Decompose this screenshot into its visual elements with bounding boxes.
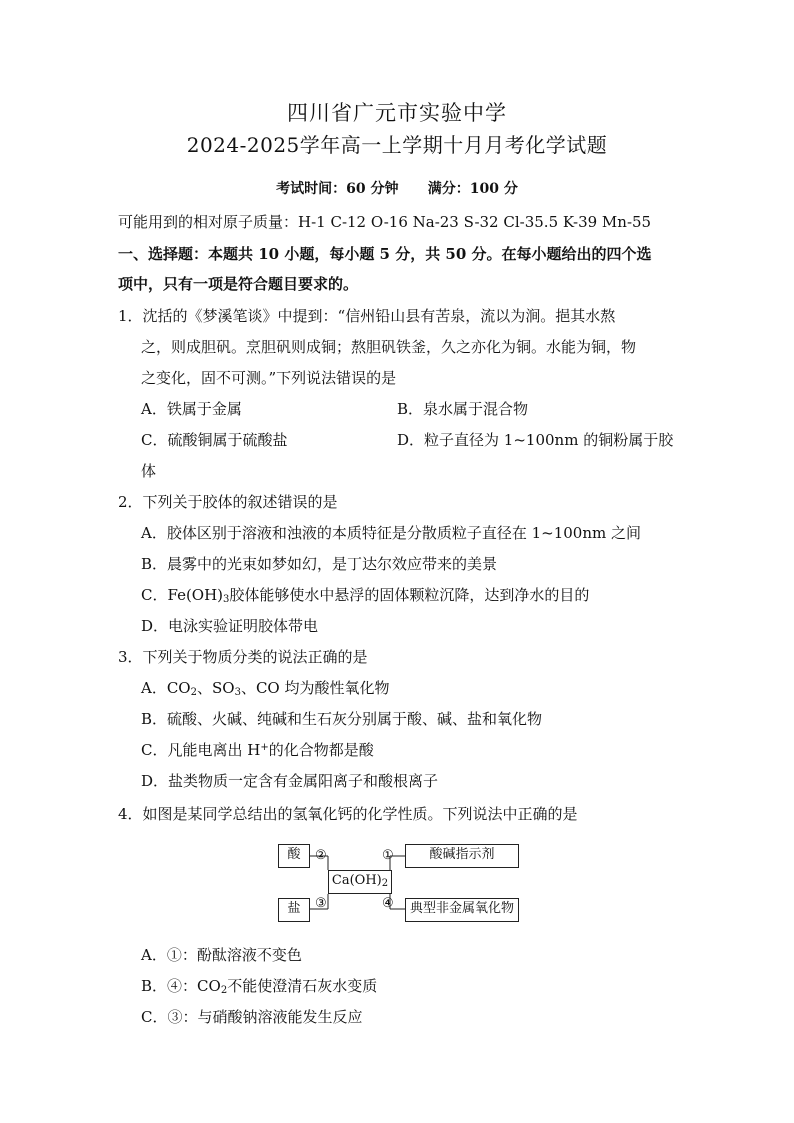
acid-box: 酸 [278,844,310,868]
q4-option-b [141,975,377,996]
q2-option-c-suffix: 胶体能够使水中悬浮的固体颗粒沉降，达到净水的目的 [229,586,590,604]
q1-stem-line1: 1．沈括的《梦溪笔谈》中提到：“信州铅山县有苦泉，流以为涧。挹其水熬 [118,307,616,325]
nonmetal-oxide-box: 典型非金属氧化物 [405,898,519,922]
label-3: ③ [315,896,327,911]
q4-stem: 4．如图是某同学总结出的氢氧化钙的化学性质。下列说法中正确的是 [118,805,578,823]
salt-box: 盐 [278,898,310,922]
q3-c-sup: + [260,742,269,753]
q1-stem-line3: 之变化，固不可测。”下列说法错误的是 [141,369,397,387]
section-instruction-line1: 一、选择题：本题共 10 小题，每小题 5 分，共 50 分。在每小题给出的四个选 [118,245,652,263]
q3-option-b: B．硫酸、火碱、纯碱和生石灰分别属于酸、碱、盐和氧化物 [141,710,543,728]
q4-option-a: A．①：酚酞溶液不变色 [141,946,302,964]
calcium-hydroxide-subscript: 2 [381,878,389,889]
label-4: ④ [382,896,394,911]
q1-option-d-continued: 体 [141,462,157,480]
q1-option-b: B．泉水属于混合物 [397,400,529,418]
q3-c-part1: C．凡能电离出 H [141,741,261,759]
q3-a-part2: 、SO [196,679,235,697]
q3-option-d: D．盐类物质一定含有金属阳离子和酸根离子 [141,772,439,790]
q3-a-sub2: 3 [234,687,241,698]
q1-stem-line2: 之，则成胆矾。烹胆矾则成铜；熬胆矾铁釜，久之亦化为铜。水能为铜，物 [141,338,637,356]
q4-b-sub: 2 [220,985,228,996]
label-1: ① [382,848,394,863]
calcium-hydroxide-diagram [270,836,530,928]
q2-option-d: D．电泳实验证明胶体带电 [141,617,319,635]
q4-b-part1: B．④：CO [141,977,221,995]
calcium-hydroxide-formula: Ca(OH) [331,873,382,888]
q4-b-part2: 不能使澄清石灰水变质 [227,977,378,995]
q2-option-c-subscript: 3 [223,594,230,605]
label-2: ② [315,848,327,863]
atomic-masses: 可能用到的相对原子质量：H-1 C-12 O-16 Na-23 S-32 Cl-35.5 K-39 Mn-55 [118,213,652,231]
calcium-hydroxide-box [328,870,392,894]
q3-c-part2: 的化合物都是酸 [268,741,374,759]
q2-option-b: B．晨雾中的光束如梦如幻，是丁达尔效应带来的美景 [141,555,498,573]
section-instruction-line2: 项中，只有一项是符合题目要求的。 [118,275,359,293]
q2-option-c-prefix: C．Fe(OH) [141,586,224,604]
q3-stem: 3．下列关于物质分类的说法正确的是 [118,648,368,666]
q2-stem: 2．下列关于胶体的叙述错误的是 [118,493,338,511]
q3-option-a [141,677,389,698]
q1-option-c: C．硫酸铜属于硫酸盐 [141,431,288,449]
exam-title: 2024-2025学年高一上学期十月月考化学试题 [186,133,608,157]
exam-info: 考试时间：60 分钟 满分：100 分 [276,181,518,197]
school-title: 四川省广元市实验中学 [287,101,507,125]
q1-option-d: D．粒子直径为 1~100nm 的铜粉属于胶 [397,431,674,449]
q3-a-sub1: 2 [190,687,197,698]
q4-option-c: C．③：与硝酸钠溶液能发生反应 [141,1008,363,1026]
q3-a-part1: A．CO [141,679,191,697]
q2-option-a: A．胶体区别于溶液和浊液的本质特征是分散质粒子直径在 1~100nm 之间 [141,524,641,542]
q3-option-c [141,739,374,760]
q1-option-a: A．铁属于金属 [141,400,242,418]
acid-base-indicator-box: 酸碱指示剂 [405,844,519,868]
q2-option-c [141,584,589,605]
q3-a-part3: 、CO 均为酸性氧化物 [240,679,390,697]
